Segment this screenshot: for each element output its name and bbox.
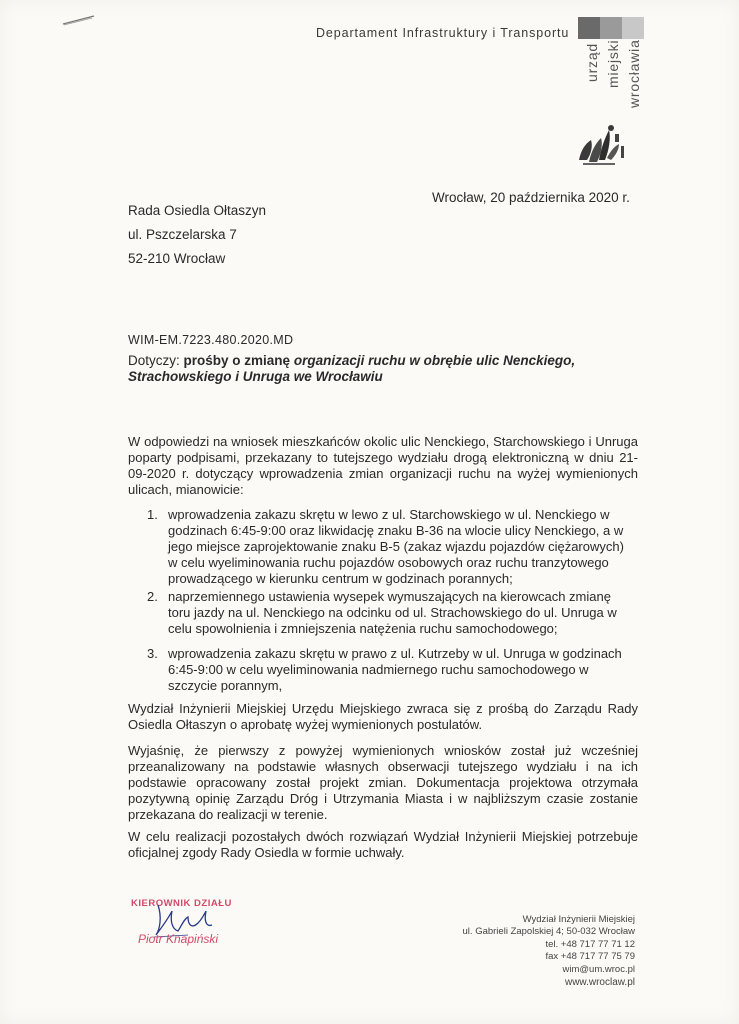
recipient-street: ul. Pszczelarska 7: [128, 227, 237, 242]
list-item-number: 2.: [147, 589, 158, 604]
request-paragraph: Wydział Inżynierii Miejskiej Urzędu Miejskiego zwraca się z prośbą do Zarządu Rady Osiedla Ołtaszyn o aprobatę wyżej wymienionych postulatów.: [128, 701, 638, 732]
reference-number: WIM-EM.7223.480.2020.MD: [128, 333, 294, 347]
recipient-city: 52-210 Wrocław: [128, 251, 226, 266]
contact-website: www.wroclaw.pl: [564, 977, 635, 988]
subject-bold: prośby o zmianę: [183, 353, 291, 368]
contact-fax: fax +48 717 77 75 79: [545, 951, 635, 962]
intro-paragraph: W odpowiedzi na wniosek mieszkańców okolic ulic Nenckiego, Starchowskiego i Unruga poparty podpisami, przekazany to tutejszego wydziału drogą elektroniczną w dniu 21-09-2020 r. dotyczący wprowadzenia zmian organizacji ruchu na wyżej wymienionych ulicach, mianowicie:: [128, 434, 638, 497]
logo-text-miejski: miejski: [605, 39, 621, 88]
contact-address: ul. Gabrieli Zapolskiej 4; 50-032 Wrocław: [462, 926, 635, 937]
subject-italic-1: organizacji ruchu w obrębie ulic Nenckiego,: [293, 353, 576, 368]
signatory-name: Piotr Knapiński: [138, 932, 219, 946]
subject-label: Dotyczy:: [128, 353, 180, 368]
logo-squares: [578, 17, 644, 39]
list-item-text: naprzemiennego ustawienia wysepek wymuszających na kierowcach zmianę toru jazdy na ul. Nenckiego na odcinku od ul. Strachowskiego do ul. Unruga w celu spowolnienia i zmniejszenia natężenia ruchu samochodowego;: [168, 589, 617, 636]
contact-phone: tel. +48 717 77 71 12: [545, 939, 635, 950]
list-item-text: wprowadzenia zakazu skrętu w prawo z ul. Kutrzeby w ul. Unruga w godzinach 6:45-9:00 w celu wyeliminowania nadmiernego ruchu samochodowego w szczycie porannym,: [168, 646, 622, 693]
stamp-title: KIEROWNIK DZIAŁU: [131, 898, 232, 909]
contact-email: wim@um.wroc.pl: [562, 964, 635, 975]
city-crest-icon: [575, 120, 631, 172]
subject-line: [128, 353, 648, 385]
logo-square-mid: [600, 17, 622, 39]
pen-mark: [62, 14, 96, 26]
logo-text-wroclawia: wrocławia: [626, 39, 642, 108]
department-name: Departament Infrastruktury i Transportu: [316, 26, 570, 40]
list-item-text: wprowadzenia zakazu skrętu w lewo z ul. Starchowskiego w ul. Nenckiego w godzinach 6:45-9:00 oraz likwidację znaku B-36 na wlocie ulicy Nenckiego, a w jego miejsce zaprojektowanie znaku B-5 (zakaz wjazdu pojazdów ciężarowych) w celu wyeliminowania ruchu pojazdów osobowych oraz ruchu tranzytowego prowadzącego w kierunku centrum w godzinach porannych;: [168, 507, 624, 586]
subject-italic-2: Strachowskiego i Unruga we Wrocławiu: [128, 369, 383, 384]
explanation-paragraph: Wyjaśnię, że pierwszy z powyżej wymienionych wniosków został już wcześniej przeanalizowany na podstawie własnych obserwacji tutejszego wydziału i na ich podstawie opracowany został projekt zmian. Dokumentacja projektowa otrzymała pozytywną opinię Zarządu Dróg i Utrzymania Miasta i w najbliższym czasie zostanie przekazana do realizacji w terenie.: [128, 743, 638, 822]
logo-square-light: [622, 17, 644, 39]
closing-paragraph: W celu realizacji pozostałych dwóch rozwiązań Wydział Inżynierii Miejskiej potrzebuje oficjalnej zgody Rady Osiedla w formie uchwały.: [128, 829, 638, 860]
contact-unit: Wydział Inżynierii Miejskiej: [522, 914, 635, 925]
logo-text-urzad: urząd: [584, 42, 600, 82]
logo-square-dark: [578, 17, 600, 39]
list-item-number: 1.: [147, 507, 158, 522]
recipient-name: Rada Osiedla Ołtaszyn: [128, 203, 267, 218]
letter-date: Wrocław, 20 października 2020 r.: [432, 190, 630, 205]
list-item-number: 3.: [147, 646, 158, 661]
